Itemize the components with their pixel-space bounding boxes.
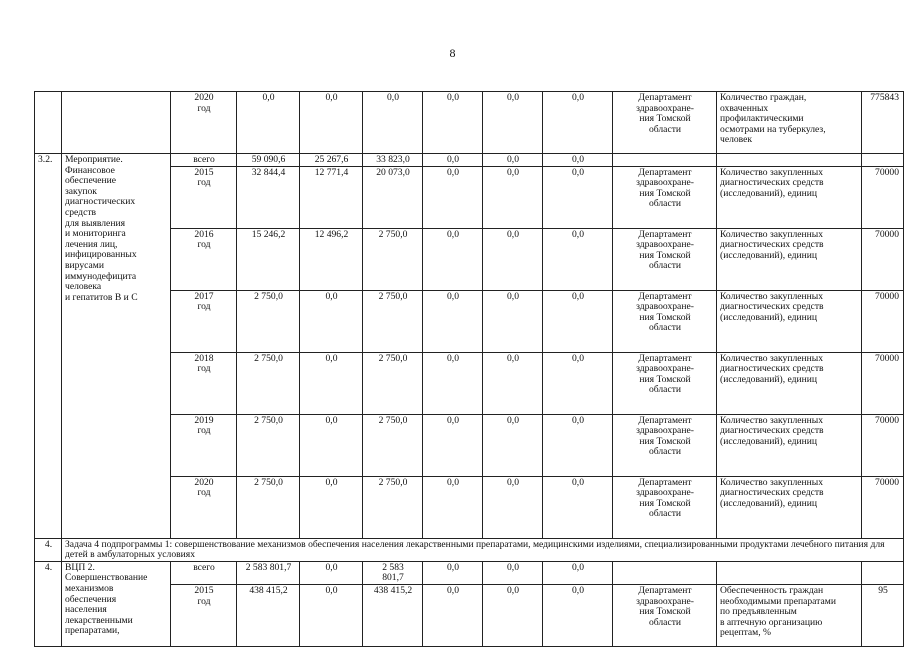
target-cell: 70000	[862, 166, 904, 228]
amount-cell: 2 750,0	[237, 290, 300, 352]
amount-cell: 0,0	[423, 476, 483, 538]
amount-cell: 0,0	[543, 228, 613, 290]
amount-cell: 0,0	[483, 154, 543, 167]
amount-cell: 0,0	[543, 584, 613, 646]
year-cell: 2016 год	[171, 228, 237, 290]
amount-cell: 0,0	[483, 584, 543, 646]
name-cell	[62, 92, 171, 154]
table-row	[35, 92, 904, 154]
indicator-cell: Обеспеченность граждан необходимыми препаратами по предъявленным в аптечную организацию рецептам, %	[717, 584, 862, 646]
amount-cell: 12 496,2	[300, 228, 363, 290]
year-cell: 2020 год	[171, 92, 237, 154]
amount-cell: 12 771,4	[300, 166, 363, 228]
amount-cell: 0,0	[300, 414, 363, 476]
table-row	[35, 154, 904, 167]
amount-cell: 2 750,0	[237, 414, 300, 476]
amount-cell: 25 267,6	[300, 154, 363, 167]
department-cell: Департамент здравоохране- ния Томской области	[613, 414, 717, 476]
amount-cell: 0,0	[300, 476, 363, 538]
amount-cell: 0,0	[423, 92, 483, 154]
amount-cell: 2 750,0	[363, 290, 423, 352]
amount-cell: 0,0	[423, 228, 483, 290]
indicator-cell: Количество закупленных диагностических средств (исследований), единиц	[717, 414, 862, 476]
amount-cell: 2 750,0	[363, 352, 423, 414]
amount-cell: 59 090,6	[237, 154, 300, 167]
program-table	[34, 91, 904, 647]
amount-cell: 0,0	[483, 414, 543, 476]
section-number: 3.2.	[35, 154, 62, 539]
department-cell: Департамент здравоохране- ния Томской области	[613, 476, 717, 538]
department-cell: Департамент здравоохране- ния Томской области	[613, 584, 717, 646]
task-text: Задача 4 подпрограммы 1: совершенствование механизмов обеспечения населения лекарственными препаратами, медицинскими изделиями, специализированными продуктами лечебного питания для детей в амбулаторных условиях	[62, 538, 904, 561]
department-cell: Департамент здравоохране- ния Томской области	[613, 228, 717, 290]
indicator-cell: Количество закупленных диагностических средств (исследований), единиц	[717, 228, 862, 290]
amount-cell: 0,0	[300, 561, 363, 584]
indicator-cell	[717, 154, 862, 167]
department-cell	[613, 561, 717, 584]
total-label: всего	[171, 154, 237, 167]
amount-cell: 2 750,0	[363, 228, 423, 290]
year-cell: 2019 год	[171, 414, 237, 476]
amount-cell: 0,0	[300, 290, 363, 352]
year-cell: 2018 год	[171, 352, 237, 414]
amount-cell: 0,0	[543, 561, 613, 584]
amount-cell: 20 073,0	[363, 166, 423, 228]
amount-cell: 0,0	[423, 584, 483, 646]
amount-cell: 0,0	[483, 290, 543, 352]
amount-cell: 0,0	[363, 92, 423, 154]
amount-cell: 33 823,0	[363, 154, 423, 167]
amount-cell: 15 246,2	[237, 228, 300, 290]
amount-cell: 0,0	[543, 290, 613, 352]
department-cell: Департамент здравоохране- ния Томской области	[613, 166, 717, 228]
amount-cell: 0,0	[543, 414, 613, 476]
vcp-name: ВЦП 2. Совершенствование механизмов обеспечения населения лекарственными препаратами,	[62, 561, 171, 646]
year-cell: 2020 год	[171, 476, 237, 538]
amount-cell: 0,0	[423, 166, 483, 228]
indicator-cell: Количество закупленных диагностических средств (исследований), единиц	[717, 352, 862, 414]
table-row	[35, 561, 904, 584]
amount-cell: 0,0	[483, 228, 543, 290]
amount-cell: 0,0	[543, 92, 613, 154]
amount-cell: 0,0	[300, 352, 363, 414]
target-cell	[862, 154, 904, 167]
amount-cell: 2 750,0	[363, 476, 423, 538]
section-name: Мероприятие. Финансовое обеспечение закупок диагностических средств для выявления и мониторинга лечения лиц, инфицированных вирусами иммунодефицита человека и гепатитов В и С	[62, 154, 171, 539]
task-number: 4.	[35, 538, 62, 561]
amount-cell: 2 583 801,7	[363, 561, 423, 584]
total-label: всего	[171, 561, 237, 584]
amount-cell: 0,0	[423, 290, 483, 352]
amount-cell: 0,0	[423, 414, 483, 476]
indicator-cell: Количество закупленных диагностических средств (исследований), единиц	[717, 476, 862, 538]
department-cell: Департамент здравоохране- ния Томской области	[613, 352, 717, 414]
year-cell: 2015 год	[171, 166, 237, 228]
amount-cell: 0,0	[300, 92, 363, 154]
amount-cell: 32 844,4	[237, 166, 300, 228]
amount-cell: 0,0	[483, 352, 543, 414]
amount-cell: 438 415,2	[237, 584, 300, 646]
target-cell: 775843	[862, 92, 904, 154]
amount-cell: 0,0	[423, 154, 483, 167]
year-cell: 2017 год	[171, 290, 237, 352]
amount-cell: 0,0	[483, 166, 543, 228]
indicator-cell	[717, 561, 862, 584]
department-cell: Департамент здравоохране- ния Томской области	[613, 290, 717, 352]
target-cell: 70000	[862, 290, 904, 352]
amount-cell: 0,0	[237, 92, 300, 154]
amount-cell: 2 750,0	[237, 352, 300, 414]
amount-cell: 0,0	[483, 476, 543, 538]
indicator-cell: Количество закупленных диагностических средств (исследований), единиц	[717, 290, 862, 352]
year-cell: 2015 год	[171, 584, 237, 646]
amount-cell: 0,0	[543, 154, 613, 167]
department-cell	[613, 154, 717, 167]
amount-cell: 0,0	[543, 166, 613, 228]
indicator-cell: Количество граждан, охваченных профилактическими осмотрами на туберкулез, человек	[717, 92, 862, 154]
amount-cell: 0,0	[423, 561, 483, 584]
target-cell: 70000	[862, 476, 904, 538]
page-number: 8	[449, 46, 456, 60]
amount-cell: 2 750,0	[237, 476, 300, 538]
amount-cell: 0,0	[300, 584, 363, 646]
table-row	[35, 538, 904, 561]
department-cell: Департамент здравоохране- ния Томской области	[613, 92, 717, 154]
amount-cell: 438 415,2	[363, 584, 423, 646]
number-cell	[35, 92, 62, 154]
amount-cell: 0,0	[483, 92, 543, 154]
indicator-cell: Количество закупленных диагностических средств (исследований), единиц	[717, 166, 862, 228]
target-cell: 70000	[862, 414, 904, 476]
amount-cell: 0,0	[423, 352, 483, 414]
amount-cell: 2 583 801,7	[237, 561, 300, 584]
target-cell: 70000	[862, 352, 904, 414]
vcp-number: 4.	[35, 561, 62, 646]
target-cell	[862, 561, 904, 584]
table-body	[35, 92, 904, 647]
target-cell: 70000	[862, 228, 904, 290]
amount-cell: 0,0	[483, 561, 543, 584]
amount-cell: 0,0	[543, 476, 613, 538]
amount-cell: 0,0	[543, 352, 613, 414]
target-cell: 95	[862, 584, 904, 646]
amount-cell: 2 750,0	[363, 414, 423, 476]
